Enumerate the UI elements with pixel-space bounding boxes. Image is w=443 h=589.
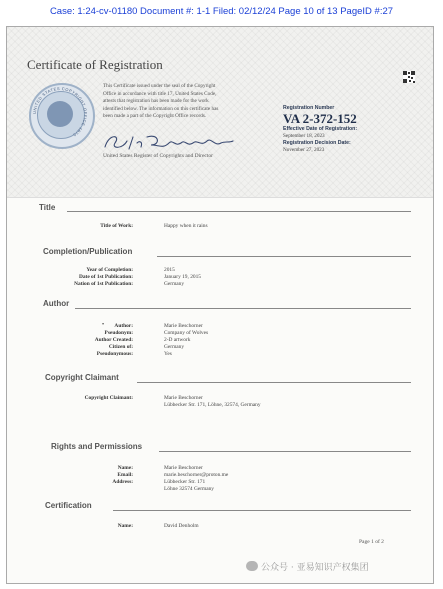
certificate-intro: This Certificate issued under the seal of the Copyright Office in accordance with title 17, United States Code, attests that registration has been made for the work identified below. The information on this certificate has been made a part of the Copyright Office records. — [103, 83, 219, 119]
certificate-page: Certificate of Registration UNITED STATES COPYRIGHT OFFICE 1870 This Certificate issued under the seal of the Copyright Office in accordance with title 17, United States Code, attests that registration has been made for the work identified below. The information on this certificate has been made a part of the Copyright Office records. United States Register of Copyrights and Director Registration Number VA 2-372-152 Effective Date of Registration: September 18, 2023 Registration Decision Date: November 27, 2023 Title Title of Work: Happy when it rains Completion/Publication Year of Completion: 2015 Date of 1st Publication: January 19, 2015 Nation of 1st Publication: Germany Author • Author: Marie Beschorner Pseudonym: Company of Wolves Author Created: 2-D artwork Citizen of: Germany Pseudonymous: Yes Copyright Claimant Copyright Claimant: Marie Beschorner Lübbecker Str. 171, Löhne, 32574, Germany Rights and Permissions Name: Marie Beschorner Email: marie.beschorner@proton.me Address: Lübbecker Str. 171 Löhne 32574 Germany Certification Name: David Denholm Page 1 of 2 — [6, 26, 434, 584]
decision-date: November 27, 2023 — [283, 146, 325, 153]
copyright-office-seal — [29, 83, 95, 149]
svg-text:UNITED STATES COPYRIGHT OFFICE — [32, 86, 88, 138]
section-title-heading: Title — [39, 203, 56, 212]
section-author-heading: Author — [43, 299, 70, 308]
case-header: Case: 1:24-cv-01180 Document #: 1-1 Filed: 02/12/24 Page 10 of 13 PageID #:27 — [49, 6, 394, 17]
wechat-icon — [246, 561, 258, 571]
registration-number-label: Registration Number — [283, 105, 335, 111]
effective-date: September 18, 2023 — [283, 133, 325, 139]
page-number: Page 1 of 2 — [359, 539, 384, 545]
author-bullet: • — [102, 322, 105, 328]
section-rights-heading: Rights and Permissions — [51, 442, 143, 451]
section-divider — [75, 308, 411, 309]
wechat-watermark: 公众号 · 亚易知识产权集团 — [246, 560, 369, 573]
register-signature — [99, 131, 239, 153]
certificate-title: Certificate of Registration — [27, 57, 163, 72]
section-claimant-heading: Copyright Claimant — [45, 373, 119, 382]
signatory-title: United States Register of Copyrights and Director — [103, 153, 213, 159]
qr-code-icon — [403, 71, 415, 83]
section-divider — [157, 256, 411, 257]
section-divider — [113, 510, 411, 511]
effective-date-label: Effective Date of Registration: — [283, 126, 358, 132]
section-divider — [159, 451, 411, 452]
decision-date-label: Registration Decision Date: — [283, 139, 351, 146]
section-divider — [67, 211, 411, 212]
section-certification-heading: Certification — [45, 501, 92, 510]
seal-text: UNITED STATES COPYRIGHT OFFICE 1870 — [31, 85, 89, 138]
section-divider — [137, 382, 411, 383]
section-completion-heading: Completion/Publication — [43, 247, 133, 256]
registration-block — [283, 105, 423, 153]
certificate-header-band — [7, 27, 433, 198]
registration-number: VA 2-372-152 — [283, 111, 357, 126]
